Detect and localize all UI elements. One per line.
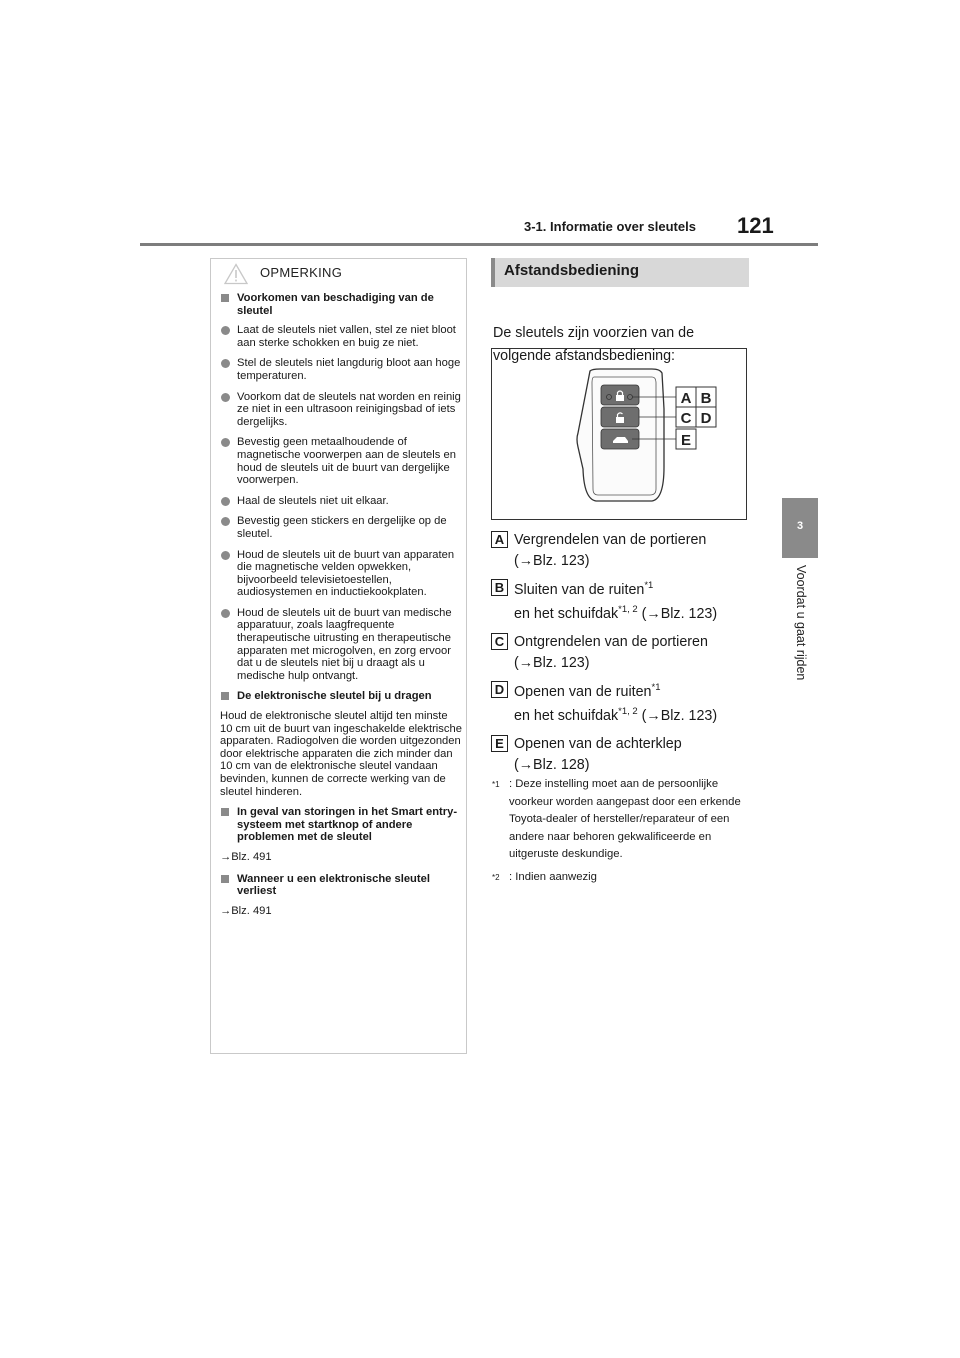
chapter-number: 3	[796, 520, 804, 532]
notice-heading: De elektronische sleutel bij u dragen	[220, 690, 463, 703]
notice-box	[210, 258, 467, 1054]
notice-body	[220, 292, 463, 926]
chapter-label: Voordat u gaat rijden	[794, 565, 808, 681]
item-letter-badge: A	[491, 531, 508, 548]
item-letter-badge: D	[491, 681, 508, 698]
notice-bullet: Bevestig geen stickers en dergelijke op de sleutel.	[220, 515, 463, 540]
notice-title: OPMERKING	[260, 265, 343, 280]
section-bar-accent	[491, 258, 495, 287]
header-rule	[140, 243, 818, 246]
circle-bullet-icon	[221, 438, 230, 447]
page-reference: →Blz. 491	[220, 850, 272, 863]
function-item: B Sluiten van de ruiten$^{*1}$ en het schuifdak$^{*1, 2}$ (→Blz. 123)	[491, 578, 761, 626]
figure-label-d: D	[700, 410, 712, 427]
notice-bullet: Bevestig geen metaalhoudende of magnetische voorwerpen aan de sleutels en houd de sleutels uit de buurt van dergelijke voorwerpen.	[220, 436, 463, 486]
notice-bullet: Laat de sleutels niet vallen, stel ze niet bloot aan sterke schokken en buig ze niet.	[220, 324, 463, 349]
chapter-tab	[782, 498, 818, 558]
square-bullet-icon	[221, 294, 229, 302]
notice-bullet: Houd de sleutels uit de buurt van medische apparatuur, zoals laagfrequente therapeutische uitrusting en therapeutische apparaten met microgolven, en zorg ervoor dat u de sleutels niet bij u draagt als u medische hulp ontvangt.	[220, 607, 463, 683]
key-figure	[491, 348, 747, 520]
function-item: E Openen van de achterklep (→Blz. 128)	[491, 734, 761, 776]
figure-label-a: A	[680, 390, 692, 407]
footnote-mark: *2	[492, 872, 500, 882]
item-letter-badge: C	[491, 633, 508, 650]
section-header: 3-1. Informatie over sleutels	[524, 219, 696, 234]
function-item: D Openen van de ruiten$^{*1}$ en het schuifdak$^{*1, 2}$ (→Blz. 123)	[491, 680, 761, 728]
section-title-bar	[491, 258, 749, 287]
item-letter-badge: B	[491, 579, 508, 596]
notice-bullet: Voorkom dat de sleutels nat worden en reinig ze niet in een ultrasoon reinigingsbad of iets dergelijks.	[220, 391, 463, 429]
function-item: C Ontgrendelen van de portieren (→Blz. 123)	[491, 632, 761, 674]
function-item: A Vergrendelen van de portieren (→Blz. 123)	[491, 530, 761, 572]
figure-label-e: E	[680, 432, 692, 449]
circle-bullet-icon	[221, 326, 230, 335]
notice-header	[211, 259, 466, 287]
circle-bullet-icon	[221, 517, 230, 526]
remote-key-illustration	[492, 349, 748, 521]
figure-label-b: B	[700, 390, 712, 407]
notice-paragraph: Houd de elektronische sleutel altijd ten minste 10 cm uit de buurt van ingeschakelde elektrische apparaten. Radiogolven die worden uitgezonden door elektrische apparaten die zich minder dan 10 cm van de elektronische sleutel vandaan bevinden, kunnen de correcte werking van de sleutel hinderen.	[220, 710, 462, 798]
square-bullet-icon	[221, 808, 229, 816]
footnote: $^{*2}$ : Indien aanwezig	[492, 869, 754, 887]
circle-bullet-icon	[221, 497, 230, 506]
notice-heading: Voorkomen van beschadiging van de sleutel	[220, 292, 463, 317]
notice-bullet: Stel de sleutels niet langdurig bloot aan hoge temperaturen.	[220, 357, 463, 382]
notice-heading: Wanneer u een elektronische sleutel verliest	[220, 873, 463, 898]
circle-bullet-icon	[221, 551, 230, 560]
square-bullet-icon	[221, 875, 229, 883]
footnotes	[492, 776, 754, 891]
page-reference: →Blz. 491	[220, 904, 272, 917]
function-list	[491, 530, 761, 782]
figure-label-c: C	[680, 410, 692, 427]
footnote-mark: *1	[492, 780, 500, 789]
warning-triangle-icon	[224, 263, 248, 285]
notice-bullet: Houd de sleutels uit de buurt van apparaten die magnetische velden opwekken, bijvoorbeeld televisietoestellen, audiosystemen en inductiekookplaten.	[220, 549, 463, 599]
footnote: $^{*1}$ : Deze instelling moet aan de persoonlijke voorkeur worden aangepast door een erkende Toyota-dealer of hersteller/reparateur of een andere naar behoren gekwalificeerde en uitgeruste deskundige.	[492, 778, 741, 860]
intro-text: De sleutels zijn voorzien van de volgende afstandsbediening:	[493, 325, 695, 364]
page-number: 121	[737, 213, 774, 238]
notice-bullet: Haal de sleutels niet uit elkaar.	[220, 495, 463, 508]
circle-bullet-icon	[221, 609, 230, 618]
section-title: Afstandsbediening	[504, 262, 640, 279]
circle-bullet-icon	[221, 359, 230, 368]
circle-bullet-icon	[221, 393, 230, 402]
item-letter-badge: E	[491, 735, 508, 752]
notice-heading: In geval van storingen in het Smart entry-systeem met startknop of andere problemen met de sleutel	[220, 806, 463, 844]
square-bullet-icon	[221, 692, 229, 700]
